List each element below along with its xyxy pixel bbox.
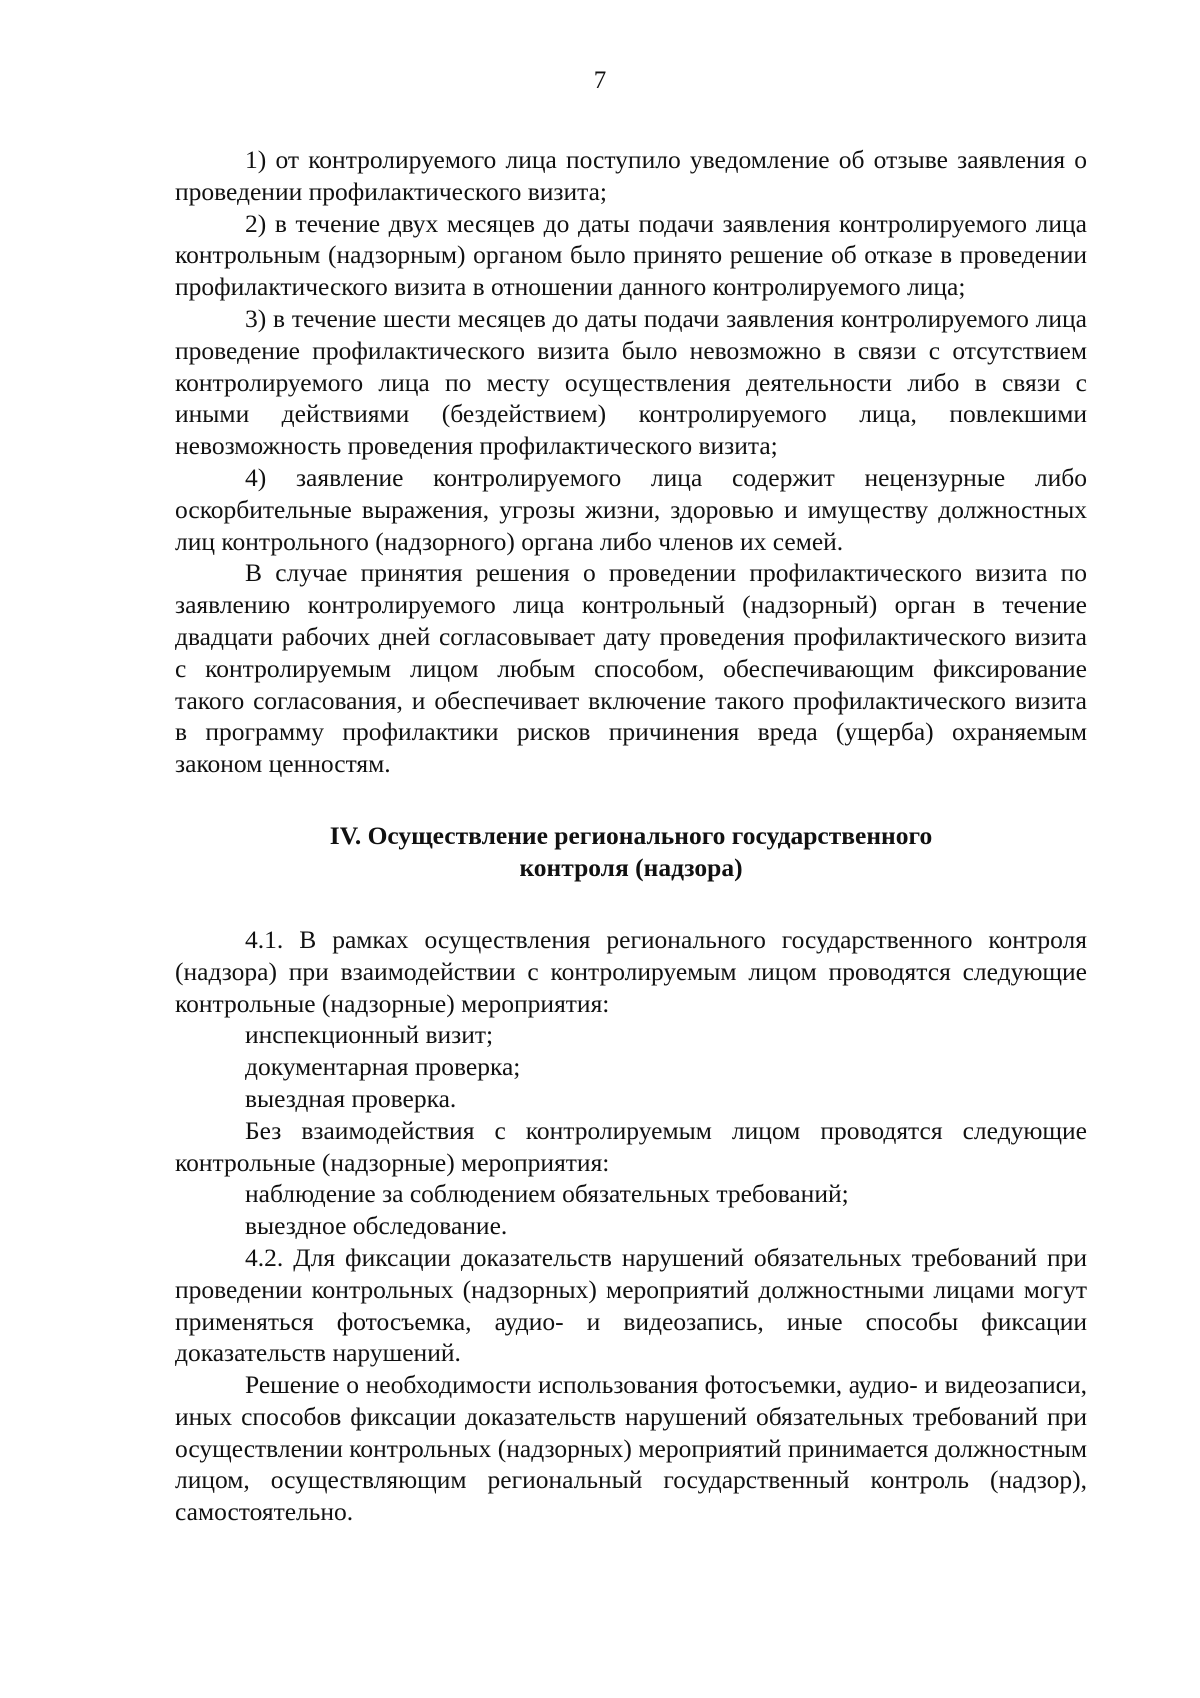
list-item-field-check: выездная проверка.	[245, 1083, 457, 1113]
section-heading-line-1: IV. Осуществление регионального государственного	[329, 820, 933, 850]
paragraph-without-interaction: Без взаимодействия с контролируемым лицом проводятся следующие контрольные (надзорные) мероприятия:	[175, 1115, 1087, 1177]
document-body	[175, 144, 1087, 1528]
paragraph-item-4: 4) заявление контролируемого лица содержит нецензурные либо оскорбительные выражения, угрозы жизни, здоровью и имуществу должностных лиц контрольного (надзорного) органа либо членов их семей.	[175, 462, 1087, 556]
list-item-observation: наблюдение за соблюдением обязательных требований;	[245, 1179, 849, 1209]
paragraph-4-2: 4.2. Для фиксации доказательств нарушений обязательных требований при проведении контрольных (надзорных) мероприятий должностными лицами могут применяться фотосъемка, аудио- и видеозапись, иные способы фиксации доказательств нарушений.	[175, 1242, 1087, 1368]
page-number: 7	[593, 67, 607, 94]
section-heading-line-2: контроля (надзора)	[519, 852, 743, 882]
paragraph-recording-decision: Решение о необходимости использования фотосъемки, аудио- и видеозаписи, иных способов фиксации доказательств нарушений обязательных требований при осуществлении контрольных (надзорных) мероприятий принимается должностным лицом, осуществляющим региональный государственный контроль (надзор), самостоятельно.	[175, 1370, 1087, 1527]
paragraph-4-1: 4.1. В рамках осуществления регионального государственного контроля (надзора) при взаимодействии с контролируемым лицом проводятся следующие контрольные (надзорные) мероприятия:	[175, 924, 1087, 1018]
paragraph-item-1: 1) от контролируемого лица поступило уведомление об отзыве заявления о проведении профилактического визита;	[175, 145, 1087, 206]
list-item-inspection-visit: инспекционный визит;	[245, 1020, 494, 1050]
paragraph-item-2: 2) в течение двух месяцев до даты подачи заявления контролируемого лица контрольным (надзорным) органом было принято решение об отказе в проведении профилактического визита в отношении данного контролируемого лица;	[175, 208, 1087, 302]
section-heading	[175, 820, 1087, 884]
list-item-field-survey: выездное обследование.	[245, 1211, 508, 1241]
paragraph-item-3: 3) в течение шести месяцев до даты подачи заявления контролируемого лица проведение профилактического визита было невозможно в связи с отсутствием контролируемого лица по месту осуществления деятельности либо в связи с иными действиями (бездействием) контролируемого лица, повлекшими невозможность проведения профилактического визита;	[175, 303, 1087, 461]
paragraph-preventive-visit-agreement: В случае принятия решения о проведении профилактического визита по заявлению контролируемого лица контрольный (надзорный) орган в течение двадцати рабочих дней согласовывает дату проведения профилактического визита с контролируемым лицом любым способом, обеспечивающим фиксирование такого согласования, и обеспечивает включение такого профилактического визита в программу профилактики рисков причинения вреда (ущерба) охраняемым законом ценностям.	[175, 558, 1087, 779]
list-item-documentary-check: документарная проверка;	[245, 1052, 521, 1082]
